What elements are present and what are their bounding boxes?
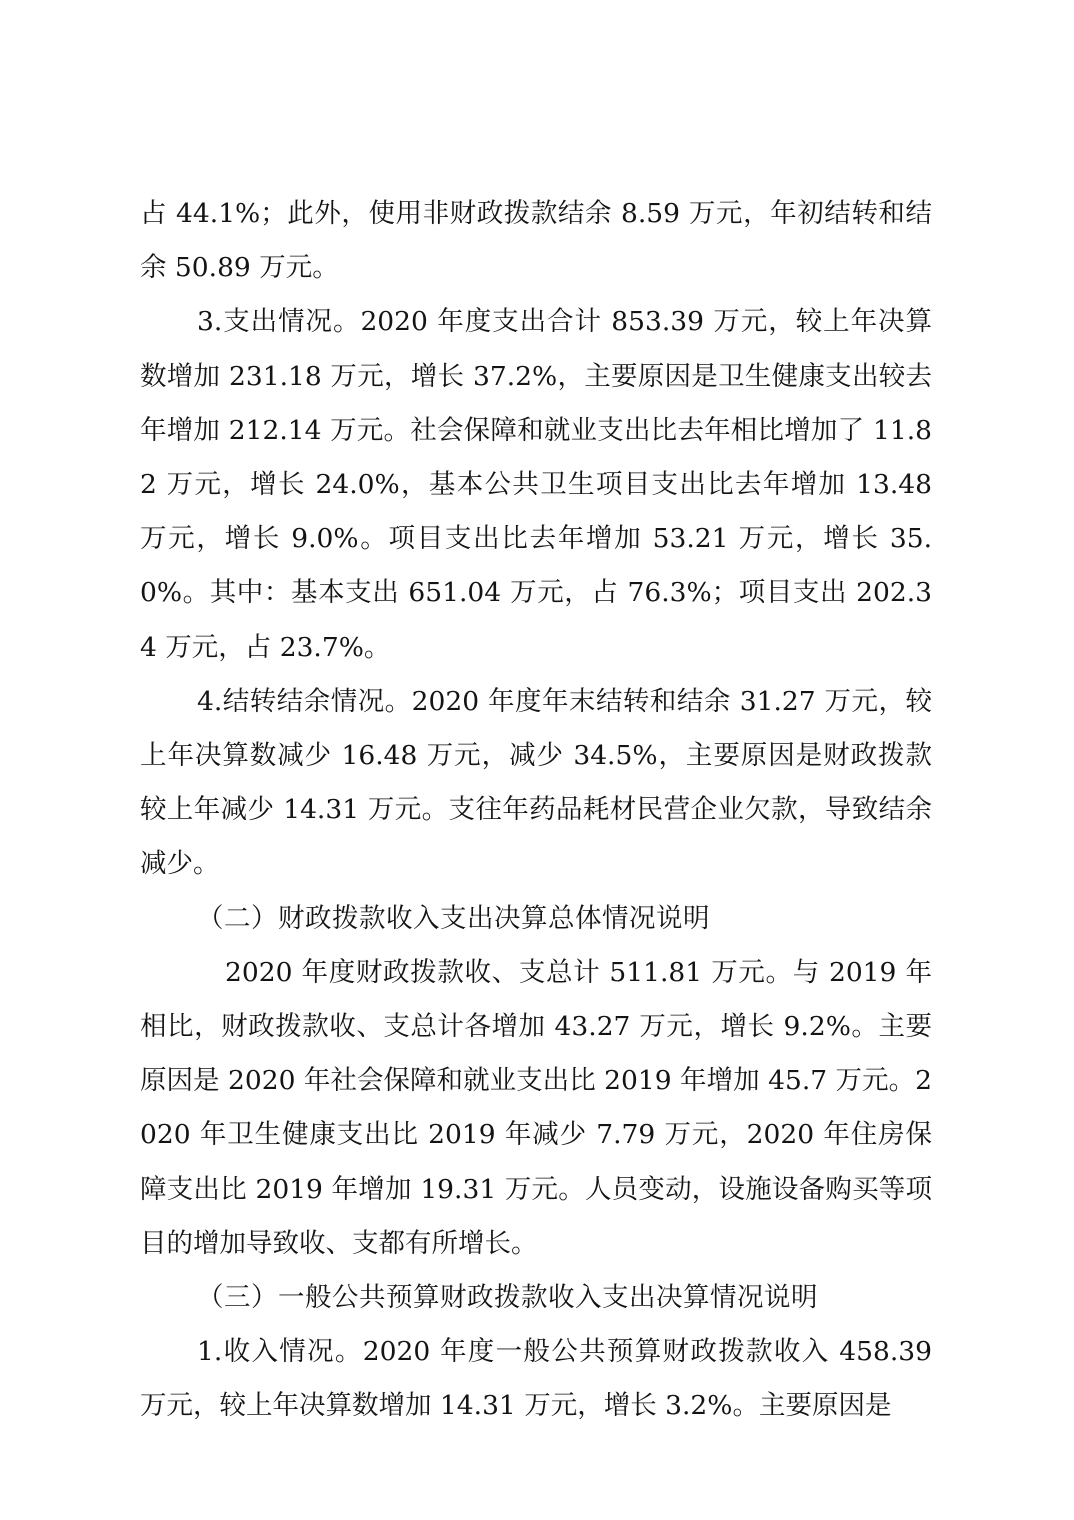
paragraph-general-budget-income: 1.收入情况。2020 年度一般公共预算财政拨款收入 458.39 万元，较上年决算数增加 14.31 万元，增长 3.2%。主要原因是 bbox=[140, 1336, 941, 1422]
paragraph-expenditure: 3.支出情况。2020 年度支出合计 853.39 万元，较上年决算数增加 231.18 万元，增长 37.2%，主要原因是卫生健康支出较去年增加 212.14 万元。社会保障和就业支出比去年相比增加了 11.82 万元，增长 24.0%，基本公共卫生项目支出比去年增加 13.48 万元，增长 9.0%。项目支出比去年增加 53.21 万元，增长 35.0%。其中：基本支出 651.04 万元，占 76.3%；项目支出 202.34 万元，占 23.7%。 bbox=[140, 306, 941, 663]
section-heading-general-budget: （三）一般公共预算财政拨款收入支出决算情况说明 bbox=[197, 1282, 818, 1314]
paragraph-fiscal-overall: 2020 年度财政拨款收、支总计 511.81 万元。与 2019 年相比，财政拨款收、支总计各增加 43.27 万元，增长 9.2%。主要原因是 2020 年社会保障和就业支出比 2019 年增加 45.7 万元。2020 年卫生健康支出比 2019 年减少 7.79 万元，2020 年住房保障支出比 2019 年增加 19.31 万元。人员变动，设施设备购买等项目的增加导致收、支都有所增长。 bbox=[140, 956, 932, 1259]
paragraph-carryover-balance: 4.结转结余情况。2020 年度年末结转和结余 31.27 万元，较上年决算数减少 16.48 万元，减少 34.5%，主要原因是财政拨款较上年减少 14.31 万元。支往年药品耗材民营企业欠款，导致结余减少。 bbox=[140, 685, 932, 880]
paragraph-income-continuation: 占 44.1%；此外，使用非财政拨款结余 8.59 万元，年初结转和结余 50.89 万元。 bbox=[140, 198, 932, 284]
section-heading-fiscal-overall: （二）财政拨款收入支出决算总体情况说明 bbox=[197, 902, 710, 934]
document-body bbox=[140, 187, 941, 1434]
